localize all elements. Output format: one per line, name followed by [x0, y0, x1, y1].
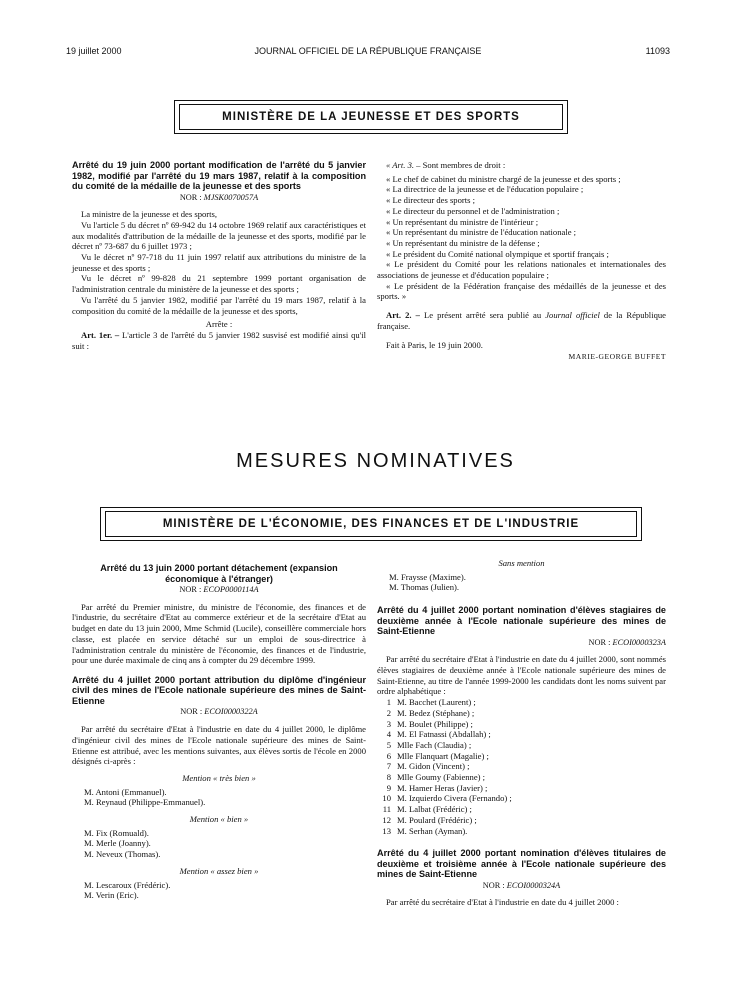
article-title: Arrêté du 4 juillet 2000 portant attribution du diplôme d'ingénieur civil des mines de l'Ecole nationale supérieure des mines de Saint-Etienne — [72, 674, 366, 706]
mention-heading: Mention « bien » — [189, 814, 249, 825]
article-text-a: Le présent arrêté sera publié au — [423, 310, 546, 321]
article-title: Arrêté du 19 juin 2000 portant modification de l'arrêté du 5 janvier 1982, modifié par l'arrêté du 19 mars 1987, relatif à la composition du comité de la médaille de la jeunesse et des sports — [72, 160, 366, 191]
article-medaille-left — [72, 160, 366, 351]
member-item: « Le président du Comité national olympique et sportif français ; — [386, 248, 609, 259]
item-number: 7 — [386, 761, 391, 772]
journal-name: Journal officiel — [545, 310, 600, 321]
paragraph: Par arrêté du secrétaire d'Etat à l'industrie en date du 4 juillet 2000 : — [386, 897, 619, 908]
item-number: 6 — [386, 750, 391, 761]
name-item: M. Fix (Romuald). — [84, 827, 149, 838]
list-item — [377, 708, 666, 719]
list-item — [377, 815, 666, 826]
nor-reference — [377, 881, 666, 892]
arrete-word: Arrête : — [205, 319, 233, 330]
nor-reference — [377, 638, 666, 649]
names-list — [72, 880, 366, 901]
mention-heading: Mention « assez bien » — [179, 865, 259, 876]
fait-line: Fait à Paris, le 19 juin 2000. — [386, 339, 483, 350]
names-list — [72, 787, 366, 808]
mention-heading: Mention « très bien » — [182, 772, 256, 783]
paragraph: Vu le décret nº 97-718 du 11 juin 1997 relatif aux attributions du ministre de la jeunesse et des sports ; — [72, 252, 366, 273]
item-number: 8 — [386, 772, 391, 783]
member-item: « Un représentant du ministre de la défense ; — [386, 237, 540, 248]
item-name: M. Serhan (Ayman). — [397, 825, 468, 836]
name-item: M. Neveux (Thomas). — [84, 849, 161, 860]
nor-label: NOR : — [180, 707, 203, 717]
item-number: 12 — [382, 814, 391, 825]
mention-heading: Sans mention — [498, 558, 545, 568]
article-title: Arrêté du 13 juin 2000 portant détachement (expansion économique à l'étranger) — [100, 563, 338, 584]
article-text-b: de la République française. — [377, 310, 666, 331]
item-number: 9 — [386, 782, 391, 793]
list-item — [377, 729, 666, 740]
item-name: Mlle Goumy (Fabienne) ; — [397, 772, 486, 783]
page-header — [66, 46, 670, 60]
header-date: 19 juillet 2000 — [66, 46, 122, 56]
nor-reference — [72, 707, 366, 718]
item-number: 11 — [382, 804, 391, 815]
ministry-banner-jeunesse — [174, 100, 568, 134]
article-label: Art. 2. – — [386, 310, 420, 321]
article-1 — [72, 330, 366, 351]
nor-value: ECOP0000114A — [203, 585, 259, 594]
paragraph: Par arrêté du secrétaire d'Etat à l'industrie en date du 4 juillet 2000, le diplôme d'ingénieur civil des mines de l'Ecole nationale supérieure des mines de Saint-Etienne est attribué, avec les mentions suivantes, aux élèves sortis de l'école en 2000 désignés ci-après : — [72, 724, 366, 767]
lower-left-column — [72, 563, 366, 901]
nor-value: MJSK0070057A — [203, 192, 259, 202]
nor-reference — [72, 193, 366, 204]
list-item — [377, 772, 666, 783]
item-number: 10 — [382, 793, 391, 804]
nor-label: NOR : — [482, 880, 505, 890]
item-number: 1 — [386, 697, 391, 708]
students-list — [377, 697, 666, 836]
member-item: « Le directeur des sports ; — [386, 195, 476, 206]
list-item — [377, 761, 666, 772]
name-item: M. Merle (Joanny). — [84, 838, 151, 849]
item-name: M. Boulet (Philippe) ; — [397, 718, 473, 729]
item-name: M. Gidon (Vincent) ; — [397, 761, 470, 772]
member-item: « Le président du Comité pour les relations nationales et internationales des associations de jeunesse et d'éducation populaire ; — [377, 259, 666, 281]
list-item — [377, 751, 666, 762]
paragraph: Par arrêté du secrétaire d'Etat à l'industrie en date du 4 juillet 2000, sont nommés élèves stagiaires de deuxième année à l'Ecole nationale supérieure des mines de Saint-Etienne, au titre de l'année 1999-2000 les candidats dont les noms suivent par ordre alphabétique : — [377, 654, 666, 697]
item-number: 3 — [386, 718, 391, 729]
names-list — [72, 828, 366, 860]
member-item: « Un représentant du ministre de l'éducation nationale ; — [386, 227, 577, 238]
item-number: 4 — [386, 729, 391, 740]
item-name: M. Izquierdo Civera (Fernando) ; — [397, 793, 512, 804]
name-item: M. Antoni (Emmanuel). — [84, 786, 167, 797]
article-label: Art. 1er. – — [81, 329, 120, 340]
member-item: « Le président de la Fédération française des médaillés de la jeunesse et des sports. » — [377, 280, 666, 302]
name-item: M. Lescaroux (Frédéric). — [84, 879, 171, 890]
paragraph: Vu le décret nº 99-828 du 21 septembre 1999 portant organisation de l'administration centrale du ministère de la jeunesse et des sports ; — [72, 273, 366, 295]
article-text: L'article 3 de l'arrêté du 5 janvier 1982 susvisé est modifié ainsi qu'il suit : — [72, 329, 366, 351]
item-name: M. El Fatnassi (Abdallah) ; — [397, 729, 491, 740]
nor-label: NOR : — [179, 192, 202, 202]
article-medaille-right — [377, 160, 666, 363]
nor-reference — [72, 585, 366, 596]
list-item — [377, 719, 666, 730]
paragraph: Vu l'article 5 du décret nº 69-942 du 14 octobre 1969 relatif aux caractéristiques et aux modalités d'attribution de la médaille de la jeunesse et des sports, modifié par le décret nº 73-687 du 6 juillet 1973 ; — [72, 219, 366, 252]
ministry-name: MINISTÈRE DE L'ÉCONOMIE, DES FINANCES ET DE L'INDUSTRIE — [162, 518, 580, 530]
member-item: « Le directeur du personnel et de l'administration ; — [386, 205, 560, 216]
list-item — [377, 697, 666, 708]
names-list — [377, 572, 666, 593]
paragraph: La ministre de la jeunesse et des sports, — [81, 209, 218, 220]
ministry-name: MINISTÈRE DE LA JEUNESSE ET DES SPORTS — [222, 111, 520, 123]
nor-value: ECOI0000324A — [506, 880, 561, 890]
article-label: « Art. 3. – — [386, 160, 421, 170]
article-title: Arrêté du 4 juillet 2000 portant nomination d'élèves stagiaires de deuxième année à l'Ecole nationale supérieure des mines de Saint-Etienne — [377, 605, 666, 637]
member-item: « La directrice de la jeunesse et de l'éducation populaire ; — [386, 184, 584, 195]
nor-value: ECOI0000322A — [204, 707, 258, 717]
name-item: M. Verin (Eric). — [84, 890, 139, 901]
nor-label: NOR : — [588, 637, 611, 647]
item-name: Mlle Flanquart (Magalie) ; — [397, 750, 489, 761]
item-name: M. Bedez (Stéphane) ; — [397, 707, 475, 718]
item-name: M. Bacchet (Laurent) ; — [397, 697, 476, 708]
name-item: M. Fraysse (Maxime). — [389, 571, 466, 582]
article-title: Arrêté du 4 juillet 2000 portant nomination d'élèves titulaires de deuxième et troisième année à l'Ecole nationale supérieure des mines de Saint-Etienne — [377, 848, 666, 880]
item-number: 13 — [382, 825, 391, 836]
list-item — [377, 783, 666, 794]
item-name: M. Hamer Heras (Javier) ; — [397, 782, 488, 793]
item-name: Mlle Fach (Claudia) ; — [397, 739, 472, 750]
list-item — [377, 793, 666, 804]
list-item — [377, 740, 666, 751]
list-item — [377, 826, 666, 837]
member-item: « Le chef de cabinet du ministre chargé de la jeunesse et des sports ; — [386, 173, 621, 184]
ministry-banner-economie — [100, 507, 642, 541]
name-item: M. Reynaud (Philippe-Emmanuel). — [84, 797, 206, 808]
signature: MARIE-GEORGE BUFFET — [568, 352, 666, 362]
nor-value: ECOI0000323A — [612, 637, 666, 647]
paragraph: Vu l'arrêté du 5 janvier 1982, modifié par l'arrêté du 19 mars 1987, relatif à la composition du comité de la médaille de la jeunesse et des sports, — [72, 294, 366, 316]
section-title: MESURES NOMINATIVES — [236, 450, 515, 472]
nor-label: NOR : — [179, 585, 202, 594]
header-page-number: 11093 — [645, 46, 670, 56]
item-number: 2 — [386, 707, 391, 718]
article-2 — [377, 310, 666, 331]
paragraph: Par arrêté du Premier ministre, du ministre de l'économie, des finances et de l'industrie, du secrétaire d'Etat au commerce extérieur et de la secrétaire d'Etat au budget en date du 13 juin 2000, Mme Schmid (Lucile), conseillère commerciale hors classe, est placée en service détaché sur un emploi de sous-directrice à l'administration centrale du ministère de l'économie, des finances et de l'industrie, pour une durée maximale de cinq ans à compter du 29 décembre 1999. — [72, 601, 366, 666]
article-3 — [377, 160, 666, 171]
item-name: M. Lalbat (Frédéric) ; — [397, 804, 472, 815]
header-journal-title: JOURNAL OFFICIEL DE LA RÉPUBLIQUE FRANÇAISE — [254, 46, 482, 56]
name-item: M. Thomas (Julien). — [389, 582, 460, 593]
list-item — [377, 804, 666, 815]
member-item: « Un représentant du ministre de l'intérieur ; — [386, 216, 539, 227]
ministry-banner-inner — [179, 104, 563, 130]
item-number: 5 — [386, 739, 391, 750]
lower-right-column — [377, 558, 666, 908]
item-name: M. Poulard (Frédéric) ; — [397, 814, 477, 825]
article-text: Sont membres de droit : — [422, 160, 506, 170]
ministry-banner-inner — [105, 511, 637, 537]
